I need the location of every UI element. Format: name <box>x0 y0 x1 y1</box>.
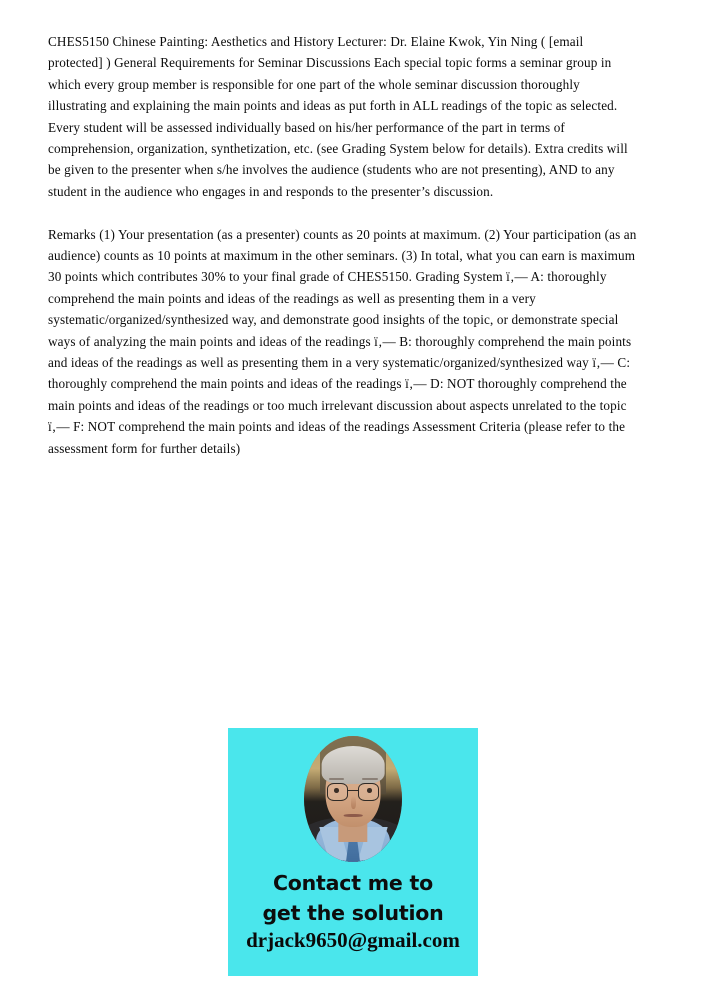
portrait-nose <box>351 796 356 809</box>
portrait-eyebrow-left <box>329 778 345 780</box>
portrait-avatar <box>304 736 402 862</box>
document-text-body <box>48 31 637 459</box>
portrait-eye-right <box>367 788 372 792</box>
paragraph-course-overview: CHES5150 Chinese Painting: Aesthetics and History Lecturer: Dr. Elaine Kwok, Yin Ning ( [email protected] ) General Requirements for Seminar Discussions Each special topic forms a seminar group in which every group member is responsible for one part of the whole seminar discussion thoroughly illustrating and explaining the main points and ideas as put forth in ALL readings of the topic as selected. Every student will be assessed individually based on his/her performance of the part in terms of comprehension, organization, synthetization, etc. (see Grading System below for details). Extra credits will be given to the presenter when s/he involves the audience (students who are not presenting), AND to any student in the audience who engages in and responds to the presenter’s discussion. <box>48 34 628 199</box>
portrait-eyebrow-right <box>362 778 378 780</box>
contact-card-heading-line-2: get the solution <box>262 901 444 925</box>
contact-email-address[interactable]: drjack9650@gmail.com <box>246 928 460 952</box>
contact-promo-card <box>228 728 478 976</box>
portrait-mouth <box>344 814 363 817</box>
contact-card-heading-line-1: Contact me to <box>272 871 434 895</box>
contact-card-heading <box>228 868 478 928</box>
portrait-eye-left <box>334 788 339 792</box>
portrait-eyeglass-bridge <box>348 790 358 791</box>
paragraph-remarks-grading: Remarks (1) Your presentation (as a presenter) counts as 20 points at maximum. (2) Your participation (as an audience) counts as 10 points at maximum in the other seminars. (3) In total, what you can earn is maximum 30 points which contributes 30% to your final grade of CHES5150. Grading System ï‚— A: thoroughly comprehend the main points and ideas of the readings as well as presenting them in a very systematic/organized/synthesized way, and demonstrate good insights of the topic, or demonstrate special ways of analyzing the main points and ideas of the readings ï‚— B: thoroughly comprehend the main points and ideas of the readings as well as presenting them in a very systematic/organized/synthesized way ï‚— C: thoroughly comprehend the main points and ideas of the readings ï‚— D: NOT thoroughly comprehend the main points and ideas of the readings or too much irrelevant discussion about aspects unrelated to the topic ï‚— F: NOT comprehend the main points and ideas of the readings Assessment Criteria (please refer to the assessment form for further details) <box>48 226 637 456</box>
